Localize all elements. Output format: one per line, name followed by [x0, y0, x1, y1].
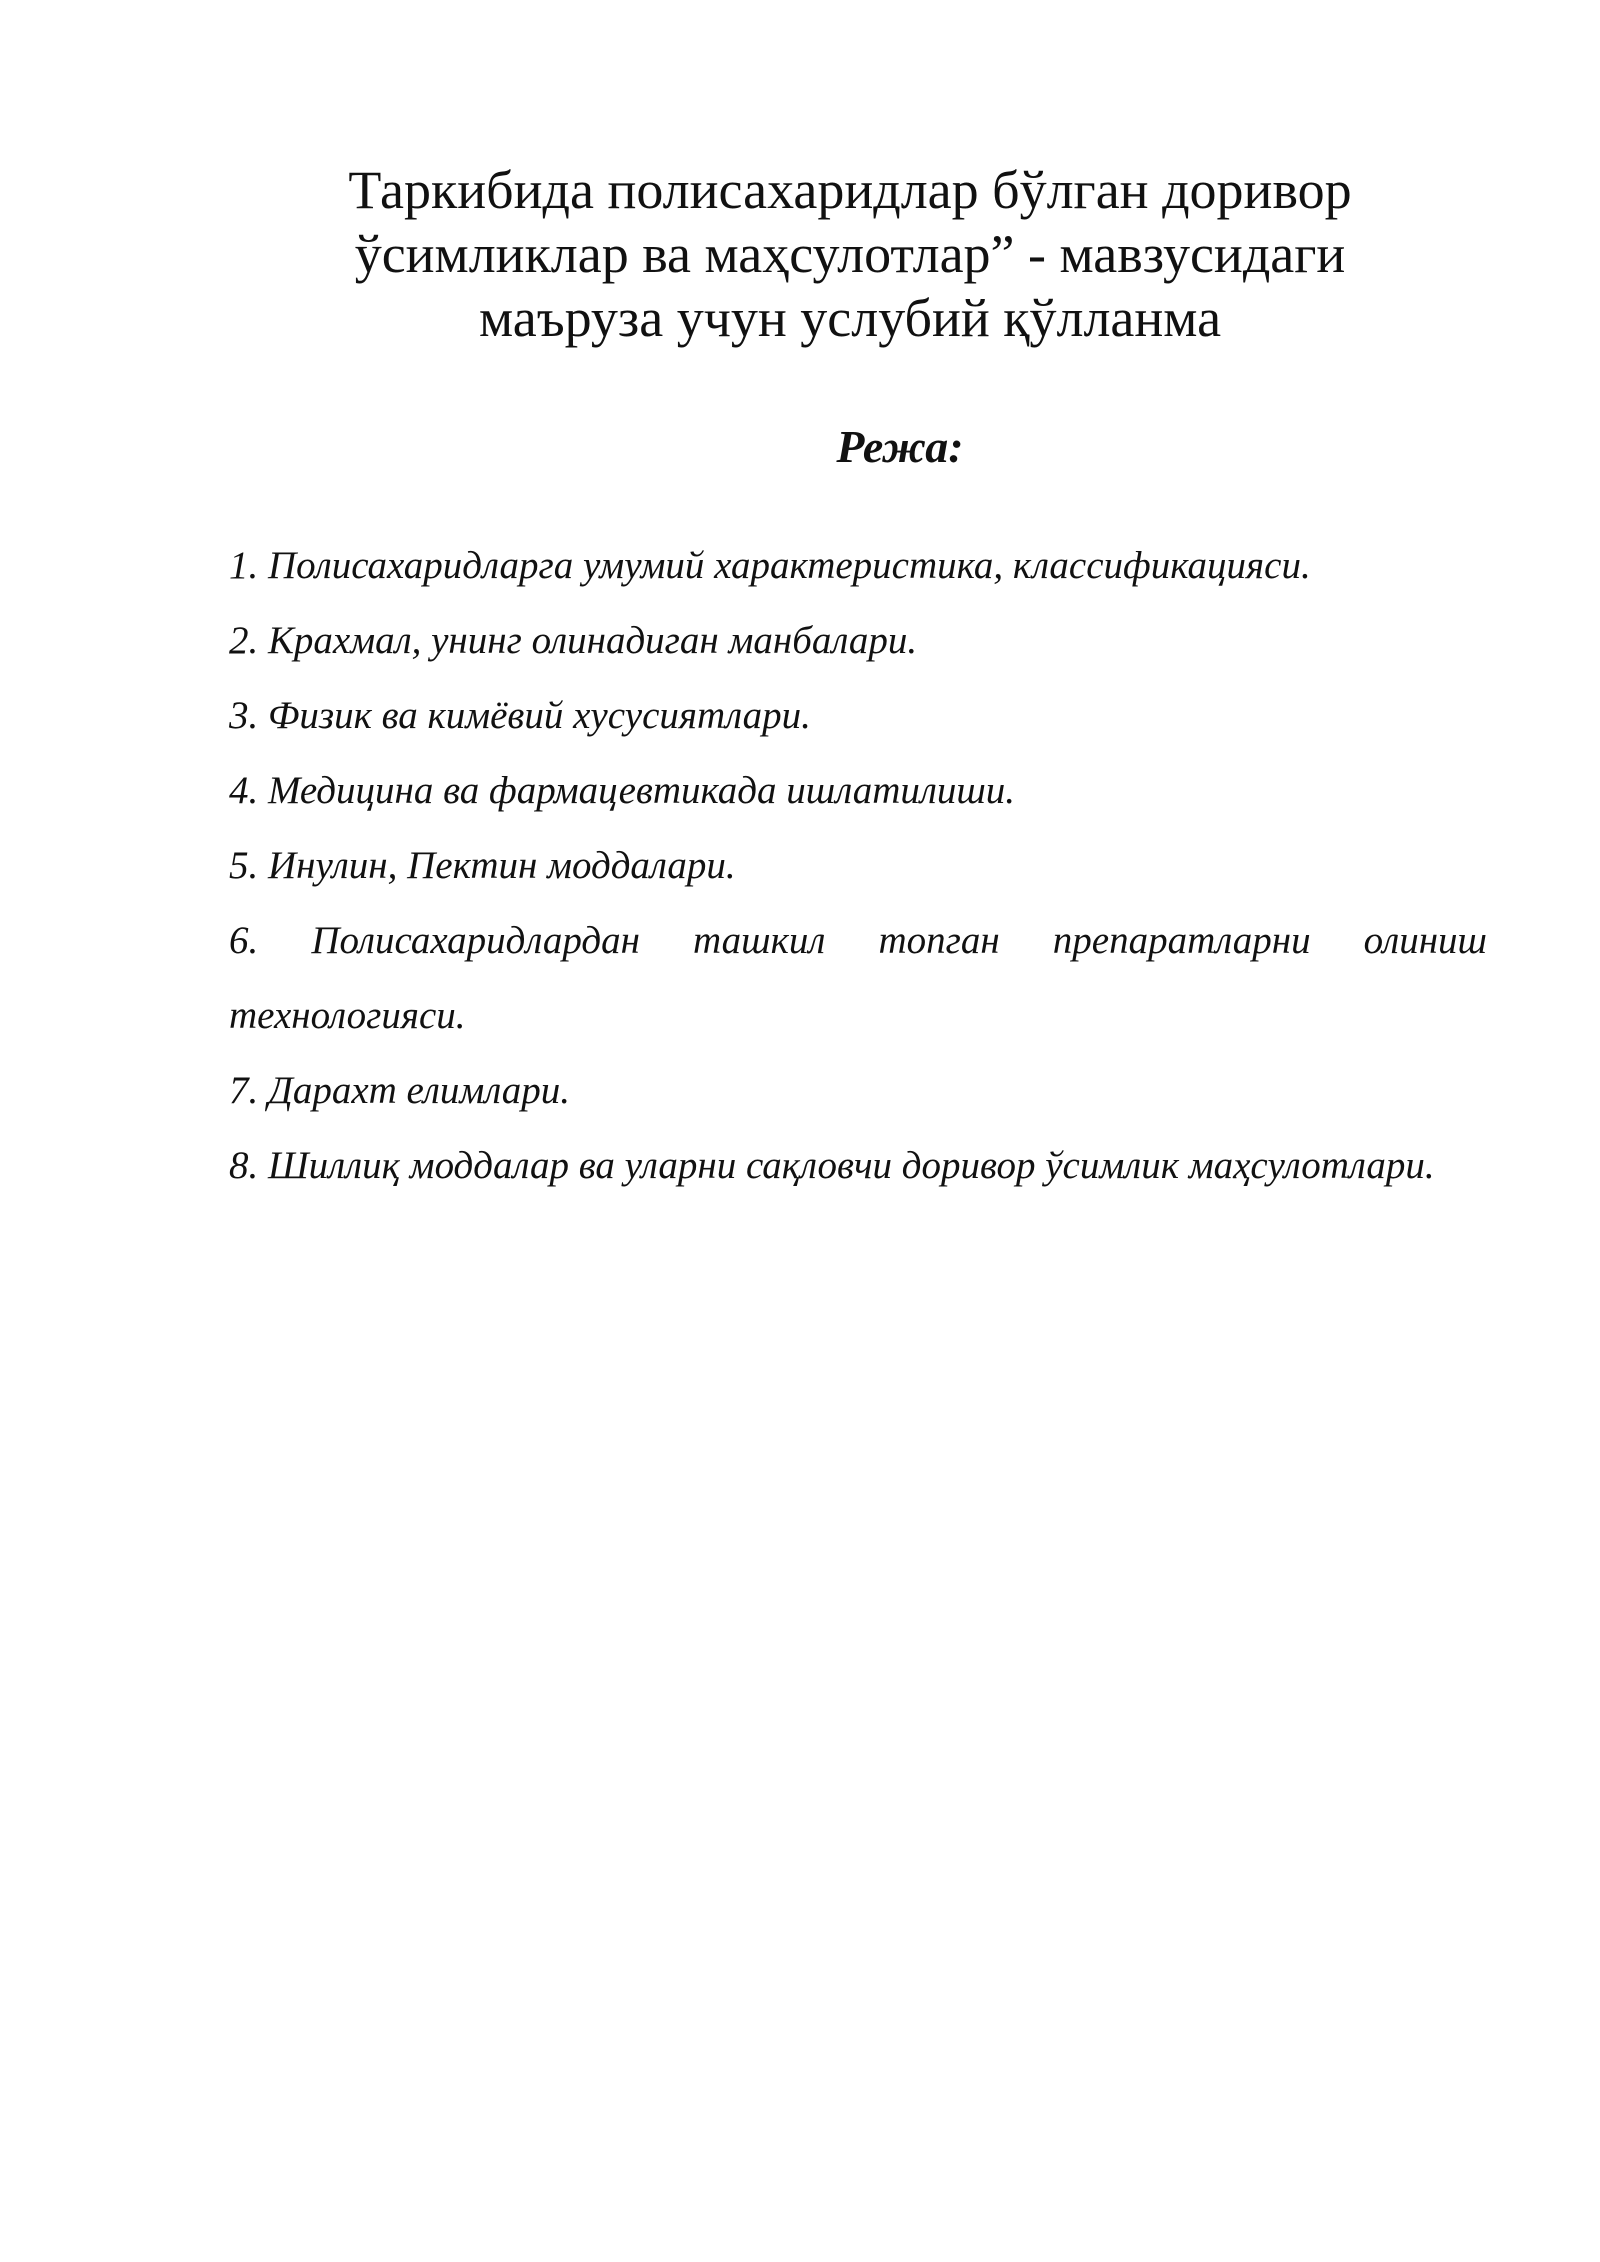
title-line: маъруза учун услубий қўлланма [478, 288, 1222, 348]
plan-heading: Режа: [836, 421, 964, 472]
plan-item: 2. Крахмал, унинг олинадиган манбалари. [229, 619, 918, 662]
plan-item: 8. Шиллиқ моддалар ва уларни сақловчи доривор ўсимлик маҳсулотлари. [229, 1144, 1435, 1187]
document-title [230, 158, 1470, 350]
title-line: ўсимликлар ва маҳсулотлар” - мавзусидаги [354, 224, 1346, 284]
title-line: Таркибида полисахаридлар бўлган доривор [348, 160, 1352, 220]
plan-item: 7. Дарахт елимлари. [229, 1069, 571, 1112]
plan-item: 6. Полисахаридлардан ташкил топган препаратларни олиниш технологияси. [229, 919, 1487, 1037]
plan-item: 3. Физик ва кимёвий хусусиятлари. [229, 694, 811, 737]
plan-item: 1. Полисахаридларга умумий характеристика, классификацияси. [229, 544, 1311, 587]
plan-item: 4. Медицина ва фармацевтикада ишлатилиши. [229, 769, 1016, 812]
plan-list [229, 528, 1487, 1203]
plan-item: 5. Инулин, Пектин моддалари. [229, 844, 736, 887]
